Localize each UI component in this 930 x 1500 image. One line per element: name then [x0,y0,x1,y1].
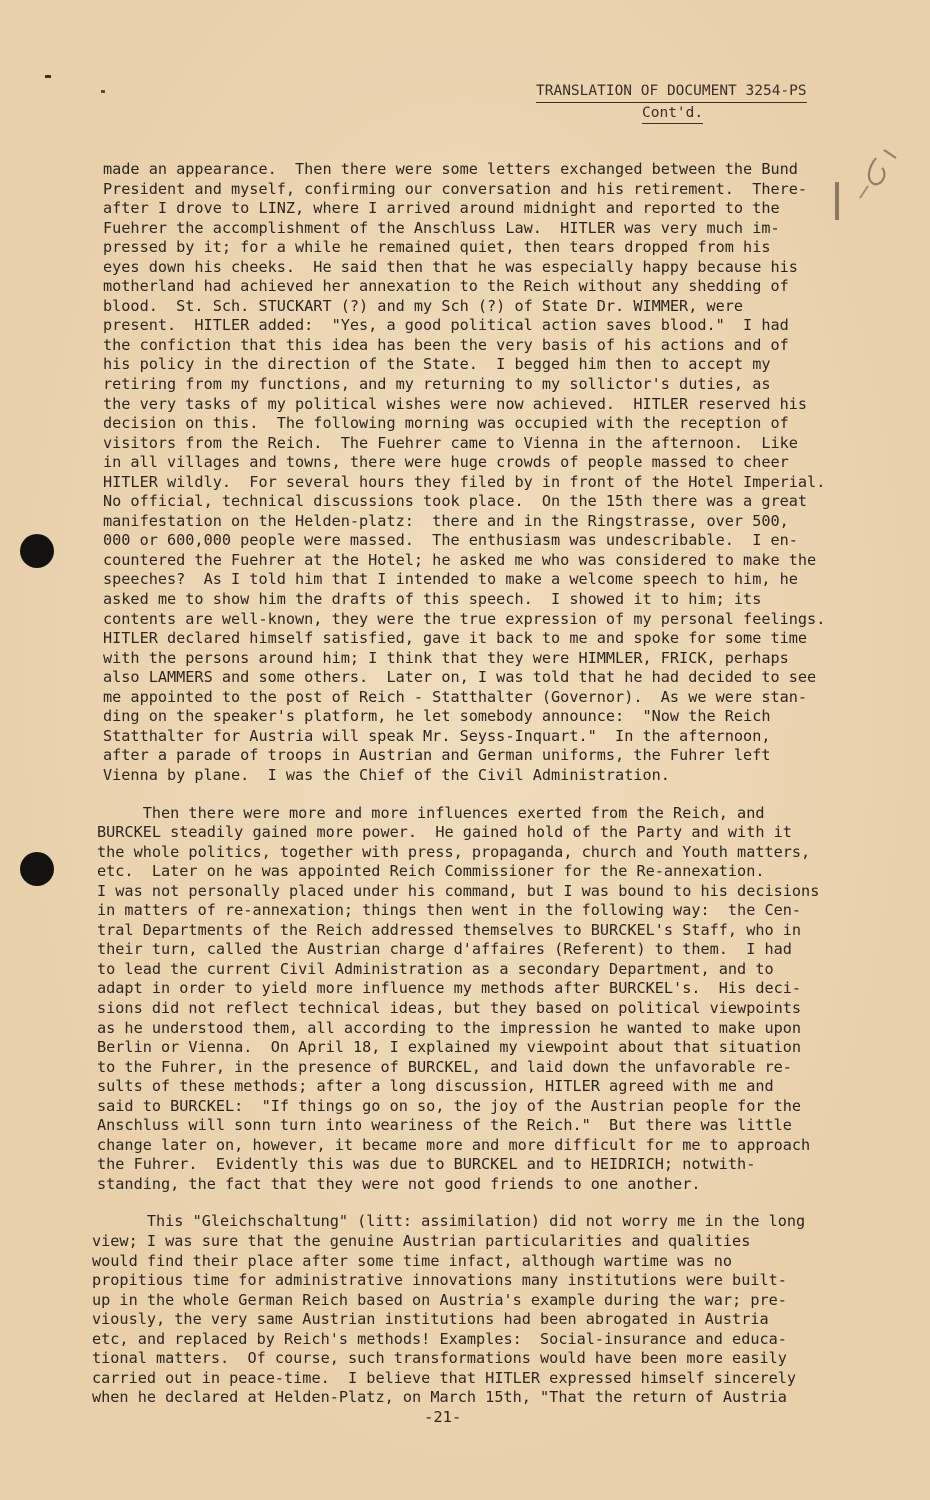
text-line: tional matters. Of course, such transformations would have been more easily [92,1349,787,1368]
text-line: Vienna by plane. I was the Chief of the Civil Administration. [103,765,670,784]
text-line: me appointed to the post of Reich - Statthalter (Governor). As we were stan- [103,687,808,706]
text-line: visitors from the Reich. The Fuehrer came to Vienna in the afternoon. Like [103,433,798,452]
document-body [92,160,872,1408]
text-line: BURCKEL steadily gained more power. He gained hold of the Party and with it [97,823,792,842]
text-line: I was not personally placed under his command, but I was bound to his decisions [97,881,820,900]
paragraph-2 [97,804,872,1195]
text-line: made an appearance. Then there were some letters exchanged between the Bund [103,160,798,178]
text-line: eyes down his cheeks. He said then that he was especially happy because his [103,257,798,276]
text-line: HITLER declared himself satisfied, gave it back to me and spoke for some time [103,629,808,648]
text-line: No official, technical discussions took place. On the 15th there was a great [103,492,808,511]
text-line: speeches? As I told him that I intended to make a welcome speech to him, he [103,570,798,589]
text-line: the confiction that this idea has been the very basis of his actions and of [103,335,789,354]
text-line: to lead the current Civil Administration as a secondary Department, and to [97,959,774,978]
text-line: contents are well-known, they were the true expression of my personal feelings. [103,609,826,628]
text-line: Anschluss will sonn turn into weariness of the Reich." But there was little [97,1116,792,1135]
text-line: in matters of re-annexation; things then went in the following way: the Cen- [97,901,802,920]
paragraph-3 [92,1212,872,1407]
header-title: TRANSLATION OF DOCUMENT 3254-PS [536,82,807,103]
text-line: the very tasks of my political wishes were now achieved. HITLER reserved his [103,394,808,413]
text-line: blood. St. Sch. STUCKART (?) and my Sch (?) of State Dr. WIMMER, were [103,296,744,315]
text-line: to the Fuhrer, in the presence of BURCKEL, and laid down the unfavorable re- [97,1057,792,1076]
text-line: countered the Fuehrer at the Hotel; he asked me who was considered to make the [103,550,817,569]
text-line: up in the whole German Reich based on Austria's example during the war; pre- [92,1290,787,1309]
text-line: view; I was sure that the genuine Austrian particularities and qualities [92,1231,751,1250]
text-line: motherland had achieved her annexation to the Reich without any shedding of [103,277,789,296]
text-line: sions did not reflect technical ideas, but they based on political viewpoints [97,998,802,1017]
text-line: the Fuhrer. Evidently this was due to BURCKEL and to HEIDRICH; notwith- [97,1155,756,1174]
text-line: with the persons around him; I think that they were HIMMLER, FRICK, perhaps [103,648,789,667]
text-line: when he declared at Helden-Platz, on March 15th, "That the return of Austria [92,1388,787,1407]
paragraph-1 [103,160,872,786]
text-line: etc. Later on he was appointed Reich Commissioner for the Re-annexation. [97,862,765,881]
text-line: decision on this. The following morning was occupied with the reception of [103,414,789,433]
text-line: the whole politics, together with press, propaganda, church and Youth matters, [97,842,811,861]
text-line: Berlin or Vienna. On April 18, I explained my viewpoint about that situation [97,1038,802,1057]
text-line: propitious time for administrative innovations many institutions were built- [92,1271,787,1290]
document-header [536,82,836,124]
text-line: said to BURCKEL: "If things go on so, the joy of the Austrian people for the [97,1096,802,1115]
text-line: This "Gleichschaltung" (litt: assimilation) did not worry me in the long [92,1212,806,1231]
text-line: tral Departments of the Reich addressed themselves to BURCKEL's Staff, who in [97,920,802,939]
text-line: viously, the very same Austrian institutions had been abrogated in Austria [92,1310,769,1329]
text-line: also LAMMERS and some others. Later on, I was told that he had decided to see [103,668,817,687]
text-line: present. HITLER added: "Yes, a good political action saves blood." I had [103,316,789,335]
text-line: pressed by it; for a while he remained quiet, then tears dropped from his [103,238,771,257]
text-line: ding on the speaker's platform, he let somebody announce: "Now the Reich [103,707,771,726]
text-line: 000 or 600,000 people were massed. The enthusiasm was undescribable. I en- [103,531,798,550]
text-line: their turn, called the Austrian charge d'affaires (Referent) to them. I had [97,940,792,959]
text-line: HITLER wildly. For several hours they filed by in front of the Hotel Imperial. [103,472,826,491]
text-line: President and myself, confirming our conversation and his retirement. There- [103,179,808,198]
text-line: etc, and replaced by Reich's methods! Examples: Social-insurance and educa- [92,1329,787,1348]
text-line: his policy in the direction of the State. I begged him then to accept my [103,355,771,374]
text-line: Then there were more and more influences exerted from the Reich, and [97,803,765,822]
text-line: would find their place after some time infact, although wartime was no [92,1251,733,1270]
punch-hole [20,852,54,886]
text-line: as he understood them, all according to the impression he wanted to make upon [97,1018,802,1037]
text-line: Fuehrer the accomplishment of the Anschluss Law. HITLER was very much im- [103,218,780,237]
text-line: in all villages and towns, there were huge crowds of people massed to cheer [103,453,789,472]
text-line: manifestation on the Helden-platz: there and in the Ringstrasse, over 500, [103,511,789,530]
text-line: standing, the fact that they were not good friends to one another. [97,1174,701,1193]
text-line: change later on, however, it became more and more difficult for me to approach [97,1135,811,1154]
paper-speck [45,75,51,78]
paper-speck [101,90,105,93]
text-line: Statthalter for Austria will speak Mr. Seyss-Inquart." In the afternoon, [103,726,771,745]
page-number: -21- [424,1408,462,1426]
header-subtitle: Cont'd. [642,104,703,124]
text-line: retiring from my functions, and my returning to my sollictor's duties, as [103,375,771,394]
text-line: carried out in peace-time. I believe that HITLER expressed himself sincerely [92,1368,797,1387]
punch-hole [20,534,54,568]
text-line: after I drove to LINZ, where I arrived around midnight and reported to the [103,199,780,218]
text-line: adapt in order to yield more influence my methods after BURCKEL's. His deci- [97,979,802,998]
text-line: after a parade of troops in Austrian and German uniforms, the Fuhrer left [103,746,771,765]
text-line: asked me to show him the drafts of this speech. I showed it to him; its [103,590,762,609]
text-line: sults of these methods; after a long discussion, HITLER agreed with me and [97,1077,774,1096]
